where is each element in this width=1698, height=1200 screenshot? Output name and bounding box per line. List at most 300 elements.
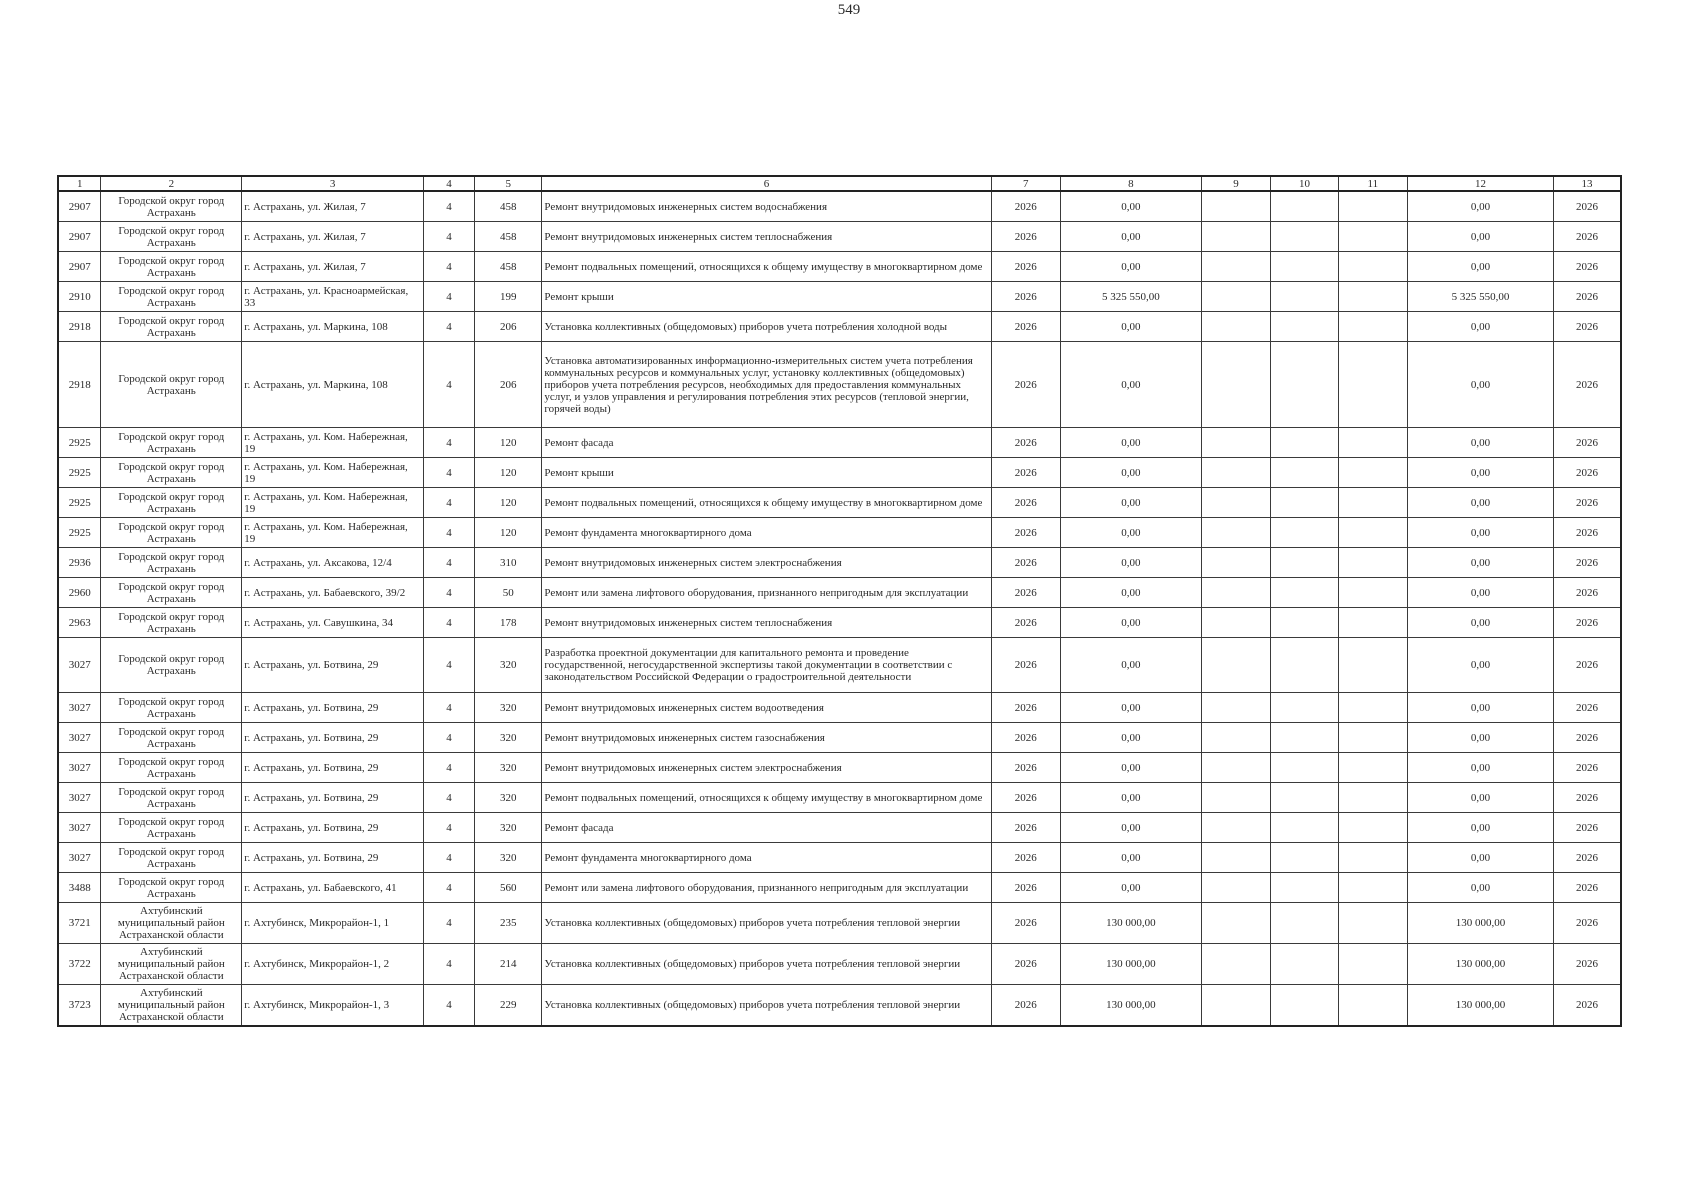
cell-col-11	[1338, 518, 1407, 548]
column-header-1: 1	[58, 176, 101, 191]
cell-year-7: 2026	[991, 282, 1060, 312]
cell-amount-8: 0,00	[1060, 638, 1201, 693]
cell-address: г. Астрахань, ул. Ком. Набережная, 19	[242, 428, 424, 458]
cell-col-11	[1338, 843, 1407, 873]
column-header-4: 4	[423, 176, 474, 191]
cell-col-5: 50	[475, 578, 542, 608]
cell-amount-12: 0,00	[1408, 783, 1554, 813]
cell-col-10	[1271, 783, 1338, 813]
cell-municipality: Городской округ город Астрахань	[101, 222, 242, 252]
cell-year-13: 2026	[1554, 693, 1621, 723]
cell-col-10	[1271, 843, 1338, 873]
cell-year-7: 2026	[991, 548, 1060, 578]
table-row	[58, 252, 1621, 282]
cell-amount-12: 130 000,00	[1408, 985, 1554, 1027]
cell-municipality: Городской округ город Астрахань	[101, 693, 242, 723]
column-header-13: 13	[1554, 176, 1621, 191]
cell-col-11	[1338, 873, 1407, 903]
table-row	[58, 191, 1621, 222]
cell-col-4: 4	[423, 252, 474, 282]
cell-address: г. Астрахань, ул. Ком. Набережная, 19	[242, 488, 424, 518]
cell-year-7: 2026	[991, 783, 1060, 813]
cell-row-id: 3488	[58, 873, 101, 903]
cell-col-9	[1201, 783, 1270, 813]
cell-year-7: 2026	[991, 578, 1060, 608]
cell-amount-12: 0,00	[1408, 578, 1554, 608]
table-row	[58, 903, 1621, 944]
cell-address: г. Астрахань, ул. Красноармейская, 33	[242, 282, 424, 312]
cell-col-11	[1338, 312, 1407, 342]
cell-year-7: 2026	[991, 222, 1060, 252]
cell-col-11	[1338, 783, 1407, 813]
cell-amount-12: 0,00	[1408, 873, 1554, 903]
table-row	[58, 813, 1621, 843]
cell-col-9	[1201, 985, 1270, 1027]
cell-municipality: Ахтубинский муниципальный район Астраханской области	[101, 944, 242, 985]
cell-amount-8: 0,00	[1060, 312, 1201, 342]
cell-work-type: Ремонт фасада	[542, 813, 991, 843]
cell-col-9	[1201, 813, 1270, 843]
column-header-8: 8	[1060, 176, 1201, 191]
cell-col-4: 4	[423, 222, 474, 252]
cell-col-10	[1271, 638, 1338, 693]
cell-col-10	[1271, 693, 1338, 723]
table-row	[58, 638, 1621, 693]
cell-amount-8: 0,00	[1060, 783, 1201, 813]
cell-year-7: 2026	[991, 753, 1060, 783]
cell-col-10	[1271, 282, 1338, 312]
cell-col-9	[1201, 282, 1270, 312]
column-header-3: 3	[242, 176, 424, 191]
cell-address: г. Астрахань, ул. Ботвина, 29	[242, 638, 424, 693]
cell-year-13: 2026	[1554, 428, 1621, 458]
cell-year-7: 2026	[991, 985, 1060, 1027]
cell-col-11	[1338, 693, 1407, 723]
cell-amount-12: 0,00	[1408, 843, 1554, 873]
cell-col-11	[1338, 608, 1407, 638]
cell-municipality: Ахтубинский муниципальный район Астраханской области	[101, 903, 242, 944]
cell-col-11	[1338, 548, 1407, 578]
cell-col-9	[1201, 428, 1270, 458]
cell-year-7: 2026	[991, 458, 1060, 488]
cell-col-10	[1271, 944, 1338, 985]
column-header-2: 2	[101, 176, 242, 191]
table-row	[58, 518, 1621, 548]
table-row	[58, 222, 1621, 252]
cell-col-11	[1338, 428, 1407, 458]
cell-col-4: 4	[423, 191, 474, 222]
table-row	[58, 312, 1621, 342]
cell-address: г. Ахтубинск, Микрорайон-1, 1	[242, 903, 424, 944]
cell-municipality: Городской округ город Астрахань	[101, 548, 242, 578]
cell-col-5: 320	[475, 813, 542, 843]
cell-col-10	[1271, 458, 1338, 488]
cell-year-7: 2026	[991, 693, 1060, 723]
cell-col-10	[1271, 488, 1338, 518]
cell-year-7: 2026	[991, 638, 1060, 693]
cell-year-13: 2026	[1554, 282, 1621, 312]
cell-col-4: 4	[423, 488, 474, 518]
cell-row-id: 2925	[58, 518, 101, 548]
cell-year-13: 2026	[1554, 903, 1621, 944]
cell-work-type: Установка коллективных (общедомовых) приборов учета потребления тепловой энергии	[542, 985, 991, 1027]
cell-col-5: 560	[475, 873, 542, 903]
table-row	[58, 608, 1621, 638]
cell-col-10	[1271, 191, 1338, 222]
cell-amount-8: 130 000,00	[1060, 944, 1201, 985]
table-row	[58, 843, 1621, 873]
cell-work-type: Установка автоматизированных информационно-измерительных систем учета потребления коммунальных ресурсов и коммунальных услуг, установку коллективных (общедомовых) приборов учета потребления ресурсов, необходимых для предоставления коммунальных услуг, и узлов управления и регулирования потребления этих ресурсов (тепловой энергии, горячей воды)	[542, 342, 991, 428]
cell-col-4: 4	[423, 753, 474, 783]
cell-amount-12: 0,00	[1408, 312, 1554, 342]
cell-col-5: 229	[475, 985, 542, 1027]
cell-row-id: 2960	[58, 578, 101, 608]
cell-work-type: Ремонт или замена лифтового оборудования, признанного непригодным для эксплуатации	[542, 578, 991, 608]
cell-col-4: 4	[423, 903, 474, 944]
cell-row-id: 3027	[58, 843, 101, 873]
cell-address: г. Астрахань, ул. Савушкина, 34	[242, 608, 424, 638]
cell-amount-8: 0,00	[1060, 458, 1201, 488]
cell-municipality: Городской округ город Астрахань	[101, 428, 242, 458]
cell-year-13: 2026	[1554, 342, 1621, 428]
cell-col-11	[1338, 638, 1407, 693]
cell-col-4: 4	[423, 813, 474, 843]
cell-address: г. Ахтубинск, Микрорайон-1, 2	[242, 944, 424, 985]
cell-amount-12: 0,00	[1408, 428, 1554, 458]
cell-year-7: 2026	[991, 903, 1060, 944]
column-header-9: 9	[1201, 176, 1270, 191]
cell-col-9	[1201, 753, 1270, 783]
cell-col-4: 4	[423, 723, 474, 753]
cell-col-10	[1271, 873, 1338, 903]
cell-work-type: Ремонт подвальных помещений, относящихся к общему имуществу в многоквартирном доме	[542, 488, 991, 518]
cell-year-13: 2026	[1554, 312, 1621, 342]
cell-amount-12: 0,00	[1408, 342, 1554, 428]
table-row	[58, 985, 1621, 1027]
cell-col-4: 4	[423, 843, 474, 873]
cell-col-9	[1201, 518, 1270, 548]
cell-year-13: 2026	[1554, 458, 1621, 488]
cell-col-5: 458	[475, 252, 542, 282]
cell-amount-8: 0,00	[1060, 753, 1201, 783]
cell-amount-12: 0,00	[1408, 548, 1554, 578]
cell-work-type: Ремонт или замена лифтового оборудования, признанного непригодным для эксплуатации	[542, 873, 991, 903]
cell-municipality: Городской округ город Астрахань	[101, 783, 242, 813]
cell-col-10	[1271, 753, 1338, 783]
column-header-12: 12	[1408, 176, 1554, 191]
cell-municipality: Городской округ город Астрахань	[101, 518, 242, 548]
header-row	[58, 176, 1621, 191]
cell-col-4: 4	[423, 693, 474, 723]
cell-amount-8: 5 325 550,00	[1060, 282, 1201, 312]
cell-row-id: 3027	[58, 693, 101, 723]
cell-work-type: Ремонт фундамента многоквартирного дома	[542, 843, 991, 873]
cell-col-5: 320	[475, 843, 542, 873]
cell-col-5: 458	[475, 191, 542, 222]
cell-work-type: Ремонт внутридомовых инженерных систем электроснабжения	[542, 548, 991, 578]
cell-address: г. Астрахань, ул. Ком. Набережная, 19	[242, 518, 424, 548]
cell-year-13: 2026	[1554, 548, 1621, 578]
cell-row-id: 2925	[58, 428, 101, 458]
cell-year-13: 2026	[1554, 252, 1621, 282]
page-number: 549	[837, 2, 861, 18]
cell-col-10	[1271, 723, 1338, 753]
cell-col-9	[1201, 548, 1270, 578]
table-row	[58, 458, 1621, 488]
cell-amount-8: 0,00	[1060, 873, 1201, 903]
cell-row-id: 2910	[58, 282, 101, 312]
cell-year-7: 2026	[991, 342, 1060, 428]
cell-col-4: 4	[423, 944, 474, 985]
cell-col-5: 206	[475, 342, 542, 428]
cell-col-10	[1271, 342, 1338, 428]
cell-amount-8: 130 000,00	[1060, 985, 1201, 1027]
cell-work-type: Ремонт подвальных помещений, относящихся к общему имуществу в многоквартирном доме	[542, 252, 991, 282]
cell-year-7: 2026	[991, 873, 1060, 903]
cell-municipality: Городской округ город Астрахань	[101, 873, 242, 903]
cell-col-5: 214	[475, 944, 542, 985]
cell-amount-8: 0,00	[1060, 723, 1201, 753]
cell-col-9	[1201, 458, 1270, 488]
cell-year-13: 2026	[1554, 578, 1621, 608]
table-row	[58, 342, 1621, 428]
cell-address: г. Астрахань, ул. Ком. Набережная, 19	[242, 458, 424, 488]
cell-year-13: 2026	[1554, 608, 1621, 638]
cell-col-10	[1271, 252, 1338, 282]
cell-work-type: Установка коллективных (общедомовых) приборов учета потребления холодной воды	[542, 312, 991, 342]
cell-col-10	[1271, 548, 1338, 578]
cell-municipality: Городской округ город Астрахань	[101, 843, 242, 873]
cell-amount-8: 0,00	[1060, 548, 1201, 578]
cell-col-4: 4	[423, 282, 474, 312]
cell-year-7: 2026	[991, 518, 1060, 548]
cell-row-id: 2925	[58, 488, 101, 518]
cell-year-13: 2026	[1554, 753, 1621, 783]
cell-address: г. Астрахань, ул. Жилая, 7	[242, 252, 424, 282]
cell-col-9	[1201, 252, 1270, 282]
cell-col-4: 4	[423, 458, 474, 488]
table-row	[58, 282, 1621, 312]
cell-row-id: 2907	[58, 252, 101, 282]
cell-work-type: Установка коллективных (общедомовых) приборов учета потребления тепловой энергии	[542, 944, 991, 985]
table-row	[58, 723, 1621, 753]
column-header-10: 10	[1271, 176, 1338, 191]
cell-col-9	[1201, 608, 1270, 638]
cell-col-11	[1338, 252, 1407, 282]
cell-col-5: 320	[475, 723, 542, 753]
cell-col-11	[1338, 222, 1407, 252]
cell-col-11	[1338, 488, 1407, 518]
cell-address: г. Астрахань, ул. Аксакова, 12/4	[242, 548, 424, 578]
cell-amount-12: 0,00	[1408, 488, 1554, 518]
cell-col-11	[1338, 813, 1407, 843]
cell-col-4: 4	[423, 578, 474, 608]
cell-row-id: 3027	[58, 753, 101, 783]
table-row	[58, 548, 1621, 578]
cell-col-9	[1201, 723, 1270, 753]
cell-year-13: 2026	[1554, 813, 1621, 843]
cell-address: г. Астрахань, ул. Ботвина, 29	[242, 813, 424, 843]
table-row	[58, 428, 1621, 458]
cell-municipality: Ахтубинский муниципальный район Астраханской области	[101, 985, 242, 1027]
cell-col-9	[1201, 342, 1270, 428]
cell-amount-8: 0,00	[1060, 488, 1201, 518]
cell-col-9	[1201, 488, 1270, 518]
cell-work-type: Ремонт внутридомовых инженерных систем водоотведения	[542, 693, 991, 723]
cell-year-7: 2026	[991, 488, 1060, 518]
cell-col-5: 178	[475, 608, 542, 638]
cell-amount-8: 0,00	[1060, 518, 1201, 548]
cell-amount-12: 0,00	[1408, 813, 1554, 843]
cell-amount-8: 0,00	[1060, 813, 1201, 843]
cell-address: г. Астрахань, ул. Жилая, 7	[242, 222, 424, 252]
table-row	[58, 783, 1621, 813]
cell-year-13: 2026	[1554, 638, 1621, 693]
cell-municipality: Городской округ город Астрахань	[101, 488, 242, 518]
cell-year-13: 2026	[1554, 985, 1621, 1027]
table-row	[58, 944, 1621, 985]
cell-col-10	[1271, 813, 1338, 843]
cell-col-10	[1271, 428, 1338, 458]
column-header-5: 5	[475, 176, 542, 191]
cell-address: г. Астрахань, ул. Маркина, 108	[242, 312, 424, 342]
cell-col-5: 199	[475, 282, 542, 312]
cell-amount-12: 0,00	[1408, 191, 1554, 222]
cell-row-id: 3027	[58, 813, 101, 843]
cell-row-id: 2907	[58, 222, 101, 252]
cell-col-9	[1201, 873, 1270, 903]
cell-address: г. Астрахань, ул. Маркина, 108	[242, 342, 424, 428]
cell-col-11	[1338, 944, 1407, 985]
cell-col-9	[1201, 903, 1270, 944]
cell-col-4: 4	[423, 873, 474, 903]
cell-col-9	[1201, 222, 1270, 252]
cell-municipality: Городской округ город Астрахань	[101, 312, 242, 342]
cell-municipality: Городской округ город Астрахань	[101, 191, 242, 222]
cell-amount-12: 0,00	[1408, 753, 1554, 783]
cell-col-4: 4	[423, 985, 474, 1027]
cell-col-5: 206	[475, 312, 542, 342]
column-header-6: 6	[542, 176, 991, 191]
cell-amount-8: 0,00	[1060, 342, 1201, 428]
cell-col-5: 120	[475, 488, 542, 518]
cell-col-4: 4	[423, 312, 474, 342]
cell-work-type: Ремонт фундамента многоквартирного дома	[542, 518, 991, 548]
cell-col-4: 4	[423, 783, 474, 813]
cell-row-id: 2907	[58, 191, 101, 222]
cell-amount-12: 0,00	[1408, 608, 1554, 638]
cell-address: г. Астрахань, ул. Ботвина, 29	[242, 693, 424, 723]
cell-amount-12: 130 000,00	[1408, 944, 1554, 985]
cell-municipality: Городской округ город Астрахань	[101, 458, 242, 488]
cell-col-10	[1271, 903, 1338, 944]
cell-col-11	[1338, 753, 1407, 783]
cell-amount-12: 0,00	[1408, 723, 1554, 753]
cell-amount-12: 0,00	[1408, 518, 1554, 548]
cell-year-13: 2026	[1554, 783, 1621, 813]
cell-amount-8: 0,00	[1060, 428, 1201, 458]
cell-col-9	[1201, 693, 1270, 723]
cell-municipality: Городской округ город Астрахань	[101, 342, 242, 428]
cell-amount-8: 0,00	[1060, 252, 1201, 282]
cell-amount-8: 0,00	[1060, 693, 1201, 723]
cell-col-10	[1271, 518, 1338, 548]
cell-address: г. Астрахань, ул. Бабаевского, 41	[242, 873, 424, 903]
column-header-7: 7	[991, 176, 1060, 191]
cell-year-13: 2026	[1554, 518, 1621, 548]
cell-work-type: Ремонт внутридомовых инженерных систем электроснабжения	[542, 753, 991, 783]
cell-municipality: Городской округ город Астрахань	[101, 723, 242, 753]
cell-col-9	[1201, 191, 1270, 222]
cell-address: г. Астрахань, ул. Ботвина, 29	[242, 723, 424, 753]
cell-amount-8: 0,00	[1060, 578, 1201, 608]
cell-municipality: Городской округ город Астрахань	[101, 753, 242, 783]
table-row	[58, 693, 1621, 723]
cell-work-type: Ремонт внутридомовых инженерных систем теплоснабжения	[542, 608, 991, 638]
cell-year-7: 2026	[991, 312, 1060, 342]
cell-year-13: 2026	[1554, 222, 1621, 252]
cell-amount-12: 130 000,00	[1408, 903, 1554, 944]
cell-row-id: 2918	[58, 312, 101, 342]
cell-col-11	[1338, 282, 1407, 312]
cell-address: г. Астрахань, ул. Ботвина, 29	[242, 843, 424, 873]
cell-col-11	[1338, 458, 1407, 488]
cell-work-type: Ремонт крыши	[542, 282, 991, 312]
cell-col-5: 320	[475, 753, 542, 783]
cell-row-id: 3723	[58, 985, 101, 1027]
cell-amount-8: 0,00	[1060, 222, 1201, 252]
cell-col-11	[1338, 191, 1407, 222]
cell-municipality: Городской округ город Астрахань	[101, 608, 242, 638]
cell-col-10	[1271, 222, 1338, 252]
column-header-11: 11	[1338, 176, 1407, 191]
table-row	[58, 488, 1621, 518]
cell-year-7: 2026	[991, 723, 1060, 753]
cell-work-type: Ремонт внутридомовых инженерных систем газоснабжения	[542, 723, 991, 753]
cell-address: г. Астрахань, ул. Ботвина, 29	[242, 783, 424, 813]
cell-row-id: 3721	[58, 903, 101, 944]
cell-amount-12: 0,00	[1408, 693, 1554, 723]
cell-work-type: Установка коллективных (общедомовых) приборов учета потребления тепловой энергии	[542, 903, 991, 944]
cell-col-9	[1201, 578, 1270, 608]
cell-col-9	[1201, 843, 1270, 873]
cell-amount-8: 0,00	[1060, 843, 1201, 873]
cell-year-13: 2026	[1554, 723, 1621, 753]
cell-year-13: 2026	[1554, 843, 1621, 873]
cell-row-id: 2918	[58, 342, 101, 428]
cell-address: г. Астрахань, ул. Жилая, 7	[242, 191, 424, 222]
cell-col-9	[1201, 312, 1270, 342]
cell-municipality: Городской округ город Астрахань	[101, 638, 242, 693]
cell-year-7: 2026	[991, 944, 1060, 985]
cell-col-11	[1338, 903, 1407, 944]
schedule-table-wrapper	[57, 175, 1622, 1027]
cell-col-5: 120	[475, 518, 542, 548]
cell-col-10	[1271, 985, 1338, 1027]
cell-col-11	[1338, 342, 1407, 428]
cell-address: г. Астрахань, ул. Бабаевского, 39/2	[242, 578, 424, 608]
cell-amount-12: 0,00	[1408, 252, 1554, 282]
cell-col-9	[1201, 944, 1270, 985]
cell-work-type: Ремонт крыши	[542, 458, 991, 488]
cell-col-10	[1271, 608, 1338, 638]
cell-row-id: 3027	[58, 723, 101, 753]
cell-address: г. Ахтубинск, Микрорайон-1, 3	[242, 985, 424, 1027]
cell-year-13: 2026	[1554, 873, 1621, 903]
cell-amount-8: 0,00	[1060, 191, 1201, 222]
cell-year-7: 2026	[991, 813, 1060, 843]
cell-col-5: 235	[475, 903, 542, 944]
